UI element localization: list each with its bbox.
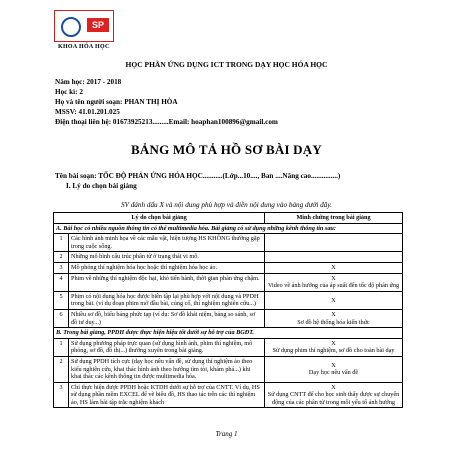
meta-school-year: Năm học: 2017 - 2018 xyxy=(55,78,122,86)
section-heading: I. Lý do chọn bài giảng xyxy=(66,182,137,190)
logo-emblem-icon xyxy=(61,17,81,37)
meta-author: Họ và tên người soạn: PHAN THỊ HÒA xyxy=(55,98,178,106)
table-row xyxy=(54,356,403,382)
section-a-row xyxy=(54,223,403,234)
row-reason: Chỉ thực hiện được PPDH hoặc KTDH dưới sự hỗ trợ của CNTT. Ví dụ, HS sử dụng phần mềm EXCEL để vẽ biểu đồ, HS thao tác trên các thí nghiệm ảo, HS làm bài tập trắc nghiệm khách xyxy=(69,382,265,408)
row-number: 5 xyxy=(54,291,69,309)
row-evidence: X Sử dụng phim thí nghiệm, sơ đồ cho toàn bài dạy xyxy=(265,338,403,356)
table-row xyxy=(54,234,403,252)
meta-semester: Học kì: 2 xyxy=(55,88,83,96)
table-row xyxy=(54,273,403,291)
row-reason: Sử dụng PPDH tích cực (dạy học nêu vấn đề, sử dụng thí nghiệm ảo theo kiểu nghiên cứu, khai thác hình ảnh theo hướng tìm tòi, khám phá...) khi khai thác các kênh thông tin được multimedia hóa. xyxy=(69,356,265,382)
faculty-logo xyxy=(54,10,114,42)
row-number: 2 xyxy=(54,356,69,382)
meta-contact: Điện thoại liên hệ: 01673925213.........Email: hoaphan100896@gmail.com xyxy=(55,118,278,126)
table-row xyxy=(54,382,403,408)
reasons-table xyxy=(53,212,403,408)
table-row xyxy=(54,338,403,356)
row-reason: Mô phỏng thí nghiệm hóa học hoặc thí nghiệm hóa học ảo. xyxy=(69,262,265,273)
row-number: 2 xyxy=(54,252,69,263)
row-evidence: X Video về ảnh hưởng của áp suất đến tốc độ phản ứng xyxy=(265,273,403,291)
table-row xyxy=(54,309,403,327)
table-header-row xyxy=(54,213,403,224)
row-evidence: X xyxy=(265,291,403,309)
logo-badge: SP xyxy=(87,18,109,32)
table-row xyxy=(54,252,403,263)
row-evidence xyxy=(265,252,403,263)
row-number: 6 xyxy=(54,309,69,327)
row-evidence xyxy=(265,234,403,252)
row-number: 1 xyxy=(54,338,69,356)
row-number: 4 xyxy=(54,273,69,291)
header-evidence: Minh chứng trong bài giảng xyxy=(265,213,403,224)
meta-student-id: MSSV: 41.01.201.025 xyxy=(55,108,120,116)
section-b-row xyxy=(54,328,403,339)
course-header: HỌC PHẦN ỨNG DỤNG ICT TRONG DẠY HỌC HÓA HỌC xyxy=(125,60,328,69)
section-a-label: A. Bài học có nhiều nguồn thông tin có thể multimedia hóa. Bài giảng có sử dụng những kênh thông tin sau: xyxy=(54,223,403,234)
logo-caption: KHOA HÓA HỌC xyxy=(58,44,110,50)
row-evidence: X Dạy học nêu vấn đề xyxy=(265,356,403,382)
row-reason: Các hình ảnh minh họa về các mẫu vật, hiện tượng HS KHÔNG thường gặp trong cuộc sống. xyxy=(69,234,265,252)
row-reason: Những mô hình cấu trúc phân tử ở trạng thái vi mô. xyxy=(69,252,265,263)
row-evidence: X xyxy=(265,262,403,273)
instruction-note: SV đánh dấu X và nội dung phù hợp và điền nội dung vào bảng dưới đây. xyxy=(121,201,332,209)
row-number: 3 xyxy=(54,382,69,408)
page-footer: Trang 1 xyxy=(215,430,238,438)
row-reason: Sử dụng phương pháp trực quan (sử dụng hình ảnh, phim thí nghiệm, mô phỏng, sơ đồ, đồ thị...) thường xuyên trong bài giảng. xyxy=(69,338,265,356)
row-evidence: X Sử dụng CNTT để cho học sinh thấy được sự chuyển động của các phân tử trong mối yếu tố ảnh hưởng xyxy=(265,382,403,408)
row-number: 3 xyxy=(54,262,69,273)
page-title: BẢNG MÔ TẢ HỒ SƠ BÀI DẠY xyxy=(131,142,322,157)
row-number: 1 xyxy=(54,234,69,252)
header-reason: Lý do chọn bài giảng xyxy=(54,213,265,224)
table-row xyxy=(54,262,403,273)
section-b-label: B. Trong bài giảng, PPDH được thực hiện hiệu tốt dưới sự hỗ trợ của BGĐT. xyxy=(54,328,403,339)
row-reason: Phim có nội dung hóa học được biên tập lại phù hợp với nội dung và PPDH trong bài. (ví dụ đoạn phim mở đầu bài, củng cố, thí nghiệm nghiên cứu...) xyxy=(69,291,265,309)
row-reason: Phim về những thí nghiệm độc hại, khó tiến hành, thời gian phản ứng chậm. xyxy=(69,273,265,291)
lesson-line: Tên bài soạn: TỐC ĐỘ PHẢN ỨNG HÓA HỌC...........(Lớp...10...., Ban ....Nâng cao...............) xyxy=(55,172,341,180)
table-row xyxy=(54,291,403,309)
row-reason: Nhiều sơ đồ, biểu bảng phức tạp (ví dụ: Sơ đồ khái niệm, bảng so sánh, sơ đồ tư duy...) xyxy=(69,309,265,327)
row-evidence: X Sơ đồ hệ thống hóa kiến thức xyxy=(265,309,403,327)
